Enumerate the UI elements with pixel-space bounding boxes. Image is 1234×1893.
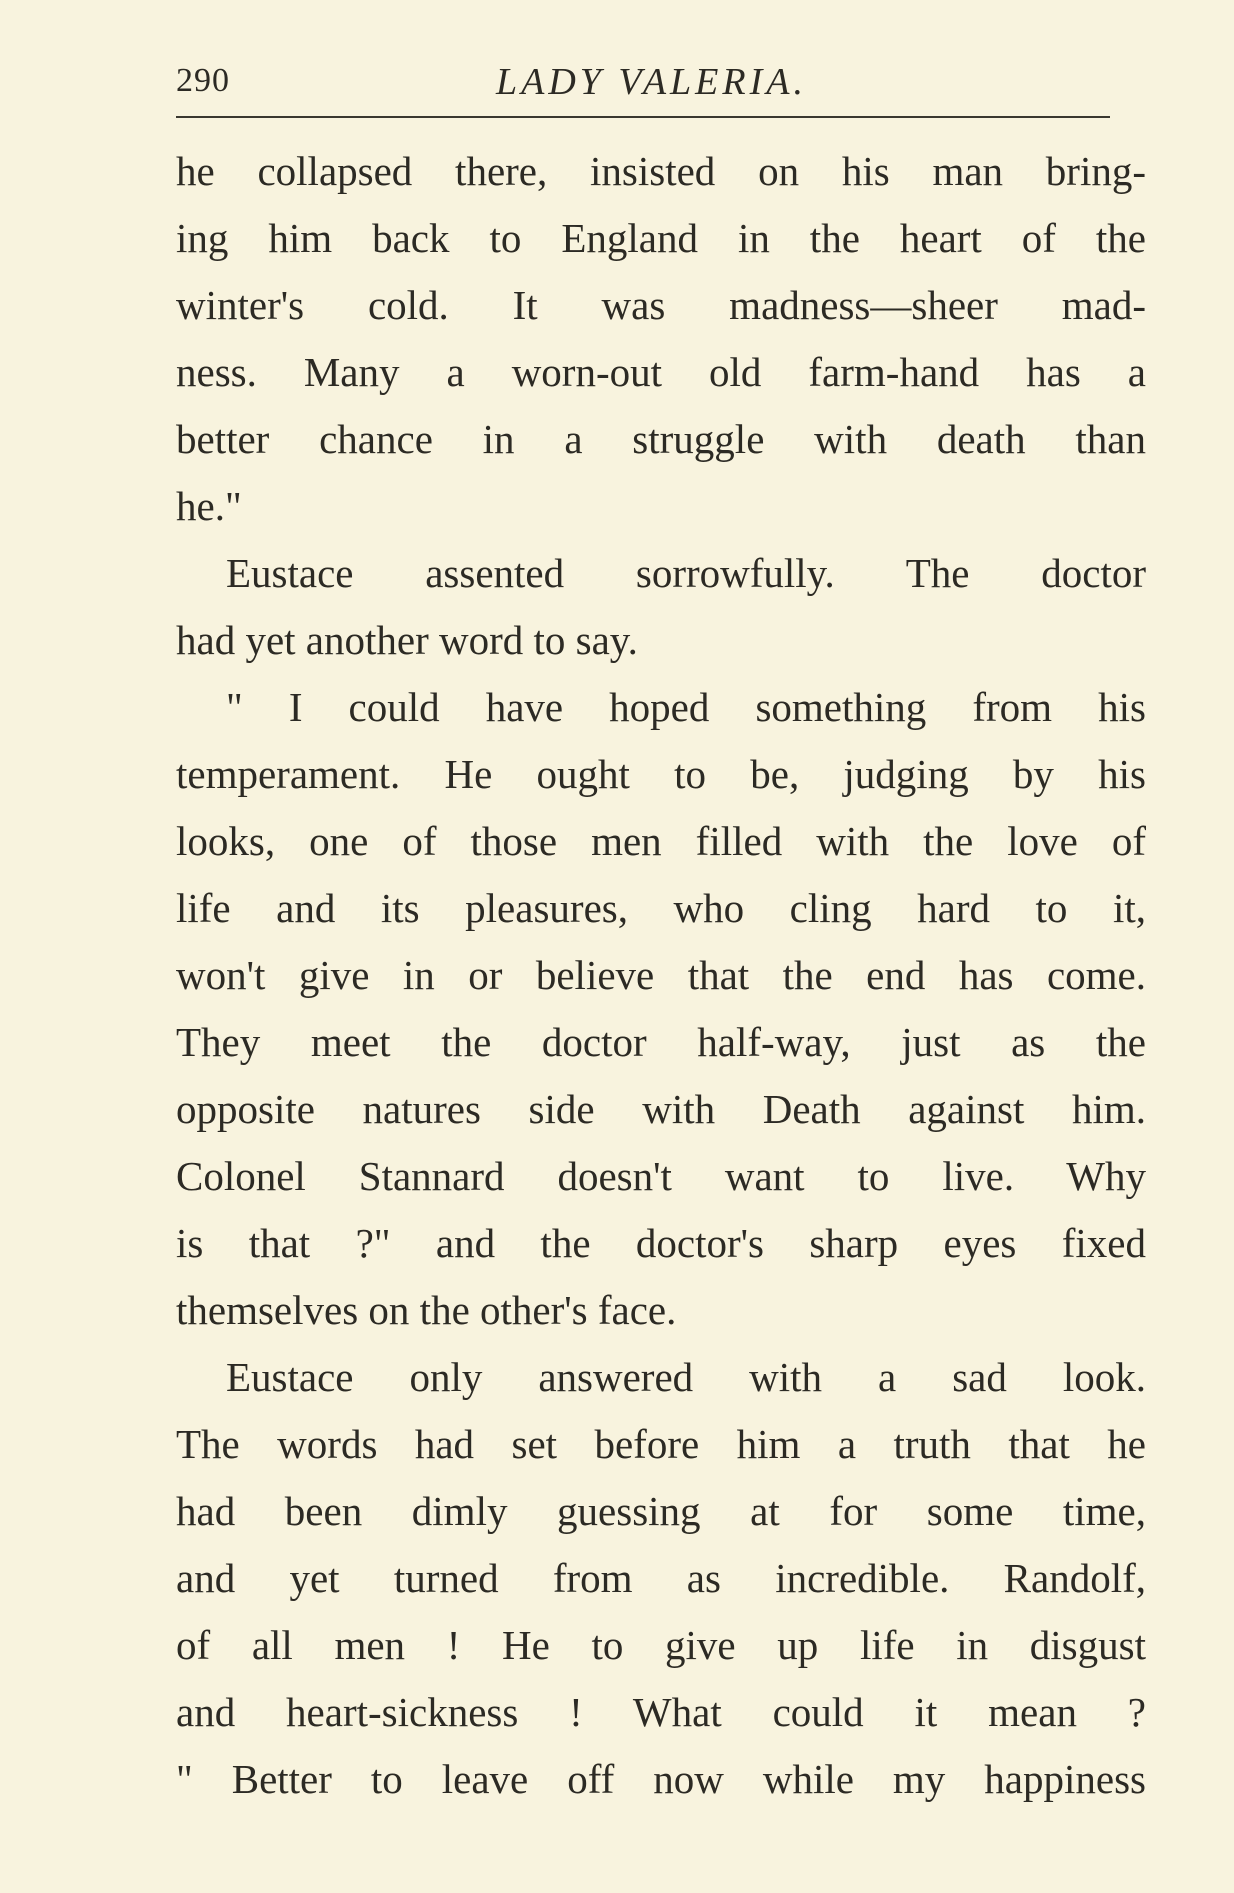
text-line: he collapsed there, insisted on his man bring- [176, 148, 1146, 194]
text-line: Colonel Stannard doesn't want to live. Why [176, 1153, 1146, 1199]
text-line: The words had set before him a truth that he [176, 1421, 1146, 1467]
text-line: opposite natures side with Death against him. [176, 1086, 1146, 1132]
text-line: ing him back to England in the heart of the [176, 215, 1146, 261]
running-title: LADY VALERIA. [496, 61, 807, 103]
text-line: life and its pleasures, who cling hard to it, [176, 885, 1146, 931]
text-line: had yet another word to say. [176, 617, 638, 663]
text-line: Eustace assented sorrowfully. The doctor [226, 550, 1146, 596]
text-line: he." [176, 483, 242, 529]
text-line: and yet turned from as incredible. Randolf, [176, 1555, 1146, 1601]
text-line: " Better to leave off now while my happiness [176, 1756, 1146, 1802]
text-line: is that ?" and the doctor's sharp eyes fixed [176, 1220, 1146, 1266]
running-head [176, 58, 1110, 108]
text-line: looks, one of those men filled with the love of [176, 818, 1146, 864]
text-line: had been dimly guessing at for some time, [176, 1488, 1146, 1534]
text-line: of all men ! He to give up life in disgust [176, 1622, 1146, 1668]
page-number: 290 [176, 62, 230, 99]
text-line: themselves on the other's face. [176, 1287, 677, 1333]
text-line: " I could have hoped something from his [226, 684, 1146, 730]
text-line: and heart-sickness ! What could it mean ? [176, 1689, 1146, 1735]
body-text [176, 138, 1146, 1813]
text-line: temperament. He ought to be, judging by his [176, 751, 1146, 797]
header-rule [176, 116, 1110, 118]
text-line: ness. Many a worn-out old farm-hand has a [176, 349, 1146, 395]
text-line: Eustace only answered with a sad look. [226, 1354, 1146, 1400]
text-line: won't give in or believe that the end has come. [176, 952, 1146, 998]
text-line: winter's cold. It was madness—sheer mad- [176, 282, 1146, 328]
text-line: They meet the doctor half-way, just as the [176, 1019, 1146, 1065]
text-line: better chance in a struggle with death than [176, 416, 1146, 462]
